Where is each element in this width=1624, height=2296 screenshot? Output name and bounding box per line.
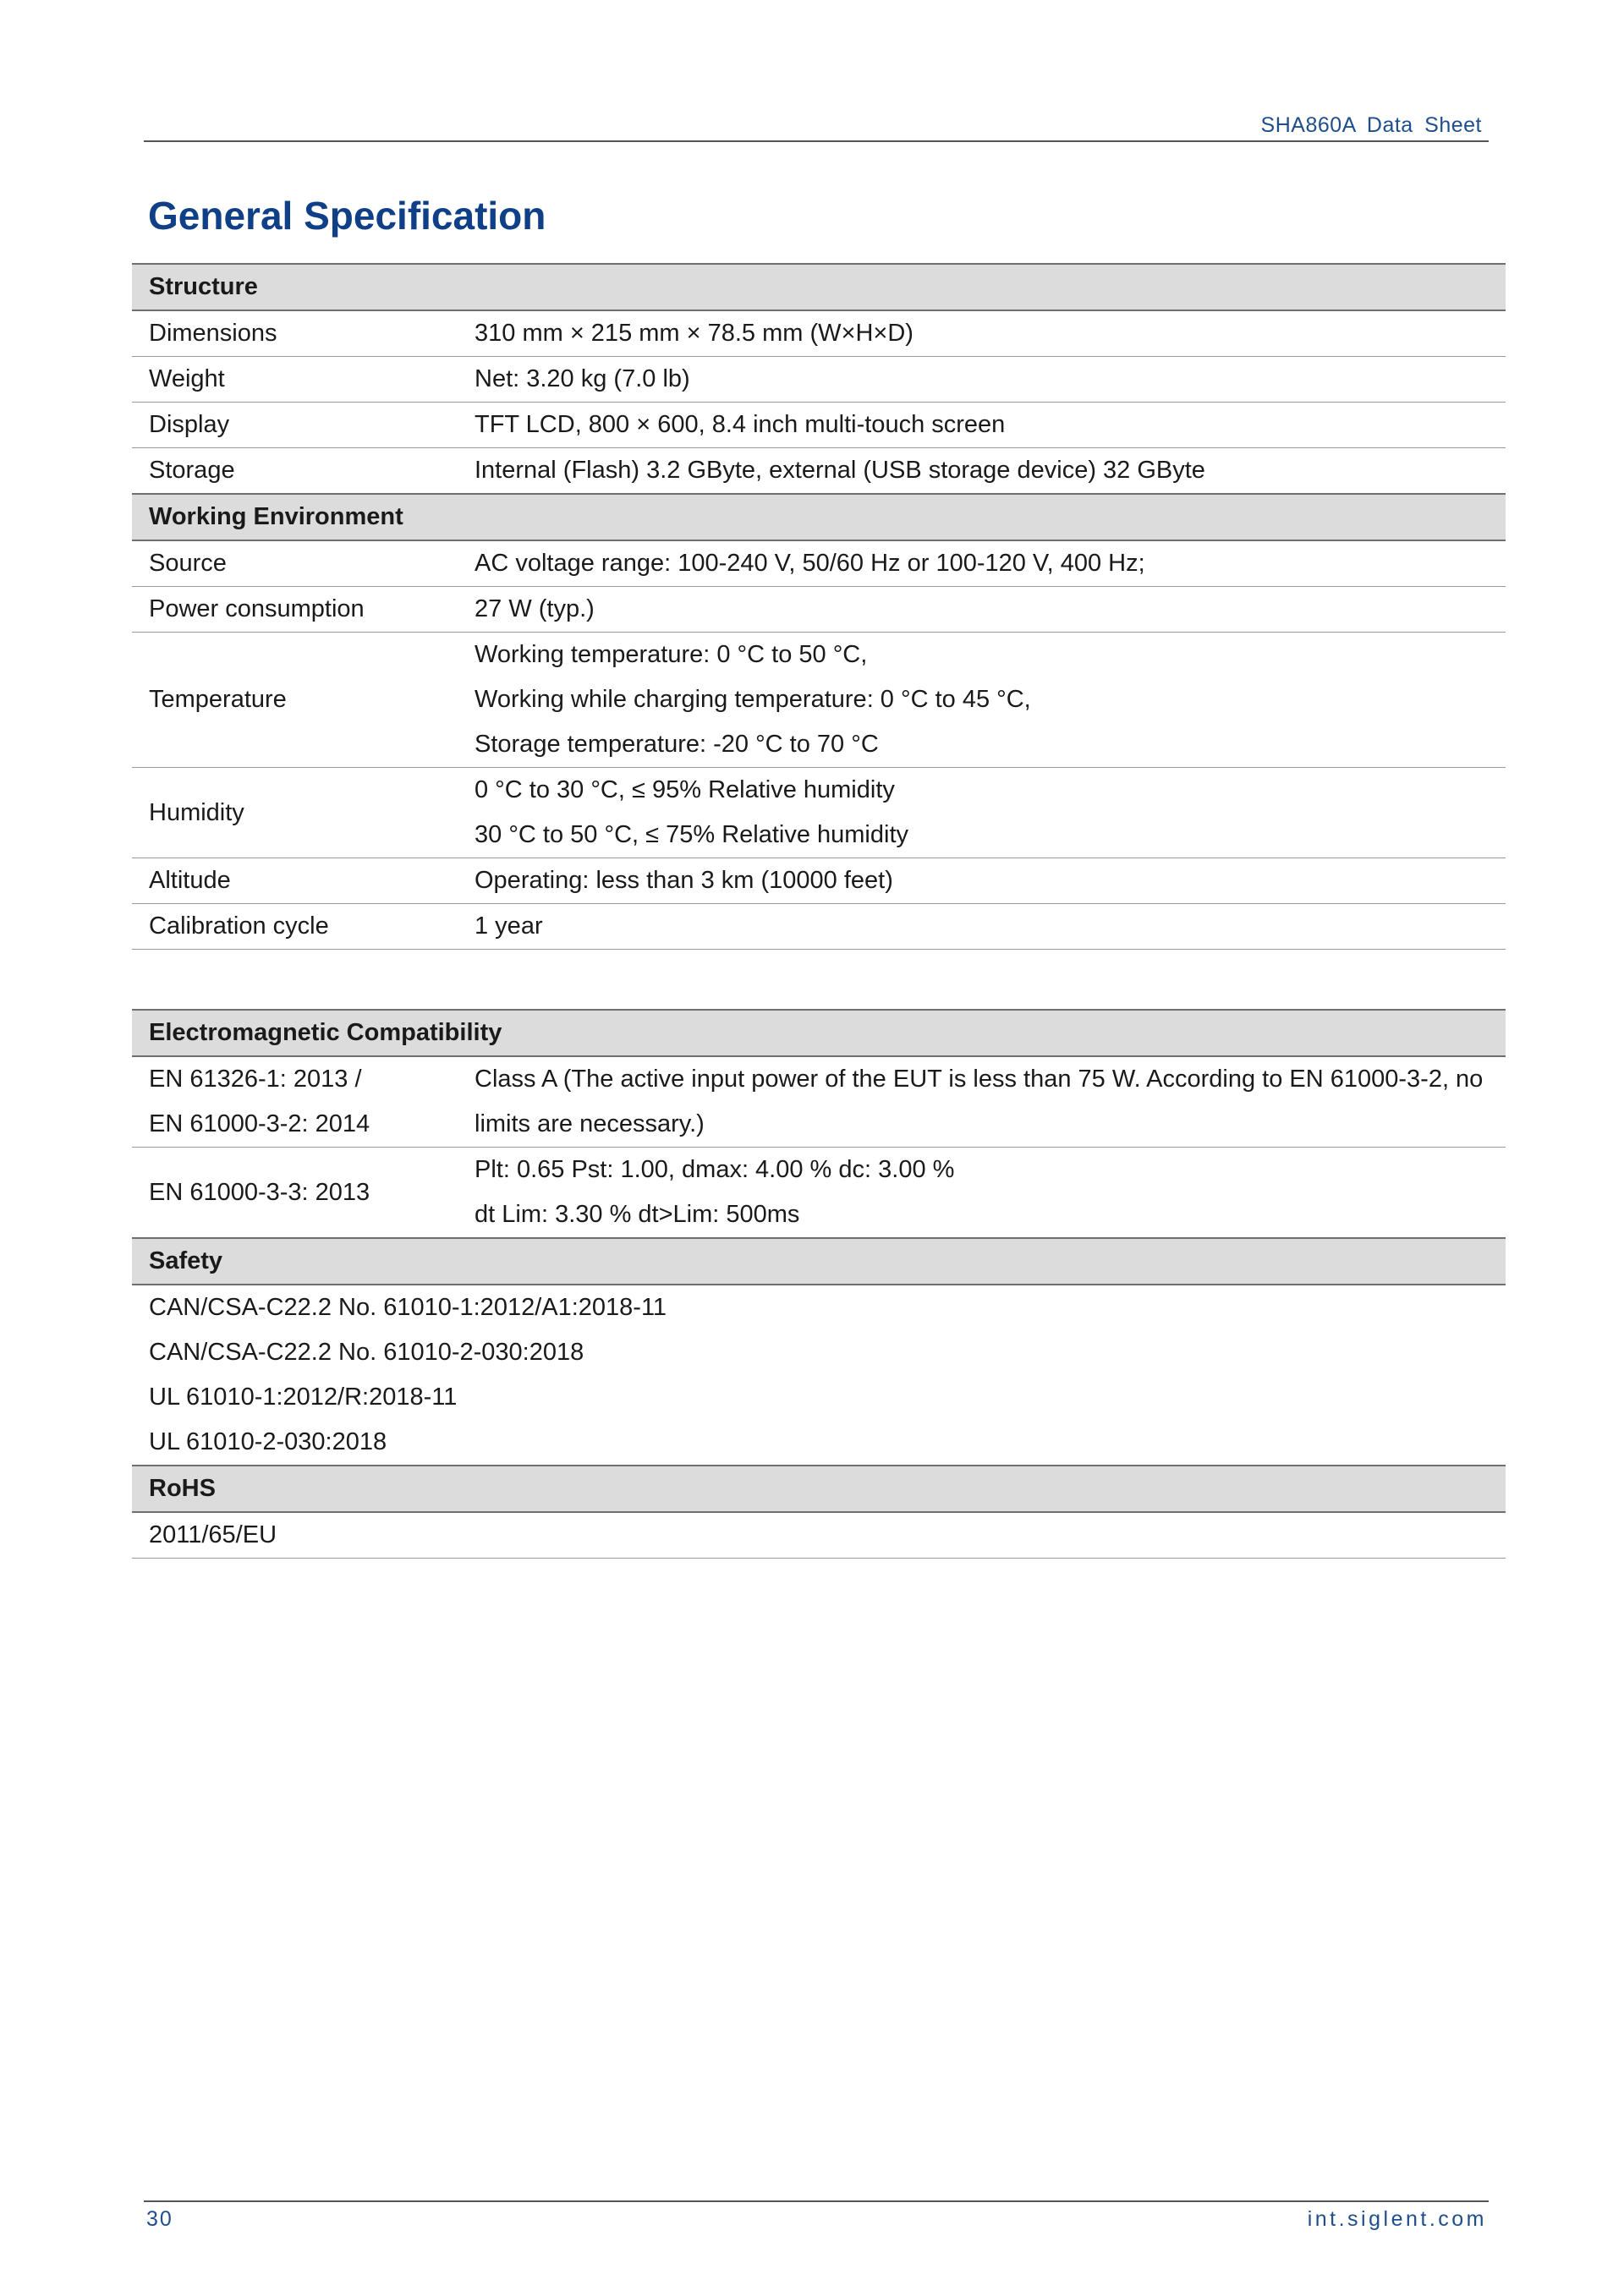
spec-label: Storage	[132, 448, 458, 495]
spec-value-line: Class A (The active input power of the EUT is less than 75 W. According to EN 61000-3-2, no	[475, 1066, 1484, 1093]
spec-row-altitude	[132, 858, 1506, 904]
spec-row-humidity	[132, 768, 1506, 858]
safety-item: UL 61010-2-030:2018	[149, 1428, 387, 1455]
spec-value-line: Working while charging temperature: 0 °C to 45 °C,	[475, 686, 1031, 713]
spec-label: EN 61000-3-3: 2013	[132, 1148, 458, 1239]
spec-value	[458, 768, 1506, 858]
section-title: Electromagnetic Compatibility	[132, 1010, 1506, 1056]
header-divider	[144, 140, 1489, 142]
spec-row-en61326	[132, 1056, 1506, 1148]
spec-row-en61000-3-3	[132, 1148, 1506, 1239]
safety-item: UL 61010-1:2012/R:2018-11	[149, 1384, 458, 1411]
safety-item: CAN/CSA-C22.2 No. 61010-2-030:2018	[149, 1339, 584, 1366]
spec-row-power-consumption	[132, 587, 1506, 633]
website-link[interactable]: int.siglent.com	[1307, 2207, 1487, 2231]
spec-value: Internal (Flash) 3.2 GByte, external (USB storage device) 32 GByte	[458, 448, 1506, 495]
spec-row-weight	[132, 357, 1506, 403]
spec-row-storage	[132, 448, 1506, 495]
section-header-emc	[132, 1010, 1506, 1056]
section-header-working-environment	[132, 494, 1506, 540]
page-number: 30	[146, 2207, 173, 2231]
spec-label: Calibration cycle	[132, 904, 458, 950]
spec-label: Temperature	[132, 633, 458, 768]
spec-value-line: 30 °C to 50 °C, ≤ 75% Relative humidity	[475, 821, 909, 848]
spec-value-line: Plt: 0.65 Pst: 1.00, dmax: 4.00 % dc: 3.00 %	[475, 1156, 955, 1183]
section-header-structure	[132, 264, 1506, 310]
spec-label: Dimensions	[132, 310, 458, 357]
spec-label: Weight	[132, 357, 458, 403]
specification-table	[132, 263, 1506, 950]
section-header-safety	[132, 1238, 1506, 1285]
rohs-row	[132, 1512, 1506, 1559]
spec-label: Power consumption	[132, 587, 458, 633]
spec-value-line: Storage temperature: -20 °C to 70 °C	[475, 731, 879, 758]
spec-row-temperature	[132, 633, 1506, 768]
section-title: Safety	[132, 1238, 1506, 1285]
section-header-rohs	[132, 1466, 1506, 1512]
spec-row-source	[132, 540, 1506, 587]
spec-value: Operating: less than 3 km (10000 feet)	[458, 858, 1506, 904]
spec-value: AC voltage range: 100-240 V, 50/60 Hz or 100-120 V, 400 Hz;	[458, 540, 1506, 587]
spec-row-display	[132, 403, 1506, 448]
page-title: General Specification	[148, 194, 546, 238]
spec-value: Net: 3.20 kg (7.0 lb)	[458, 357, 1506, 403]
section-title: Working Environment	[132, 494, 1506, 540]
rohs-value: 2011/65/EU	[132, 1512, 1506, 1559]
spec-label: Humidity	[132, 768, 458, 858]
spec-label-line: EN 61326-1: 2013 /	[149, 1066, 362, 1093]
safety-standards	[132, 1285, 1506, 1466]
spec-label: Display	[132, 403, 458, 448]
spec-value: 1 year	[458, 904, 1506, 950]
spec-label-line: EN 61000-3-2: 2014	[149, 1110, 370, 1137]
footer-divider	[144, 2200, 1489, 2202]
compliance-table	[132, 1009, 1506, 1559]
spec-row-dimensions	[132, 310, 1506, 357]
spec-value-line: 0 °C to 30 °C, ≤ 95% Relative humidity	[475, 776, 895, 803]
document-title: SHA860A Data Sheet	[1260, 113, 1482, 137]
spec-value-line: limits are necessary.)	[475, 1110, 705, 1137]
spec-value-line: dt Lim: 3.30 % dt>Lim: 500ms	[475, 1201, 800, 1228]
spec-row-calibration-cycle	[132, 904, 1506, 950]
spec-value: TFT LCD, 800 × 600, 8.4 inch multi-touch screen	[458, 403, 1506, 448]
section-title: RoHS	[132, 1466, 1506, 1512]
spec-value	[458, 1148, 1506, 1239]
spec-label	[132, 1056, 458, 1148]
safety-item: CAN/CSA-C22.2 No. 61010-1:2012/A1:2018-11	[149, 1294, 667, 1321]
spec-value	[458, 1056, 1506, 1148]
spec-value-line: Working temperature: 0 °C to 50 °C,	[475, 641, 868, 668]
safety-list	[132, 1285, 1506, 1466]
section-title: Structure	[132, 264, 1506, 310]
spec-value	[458, 633, 1506, 768]
spec-value: 27 W (typ.)	[458, 587, 1506, 633]
spec-label: Source	[132, 540, 458, 587]
spec-label: Altitude	[132, 858, 458, 904]
spec-value: 310 mm × 215 mm × 78.5 mm (W×H×D)	[458, 310, 1506, 357]
